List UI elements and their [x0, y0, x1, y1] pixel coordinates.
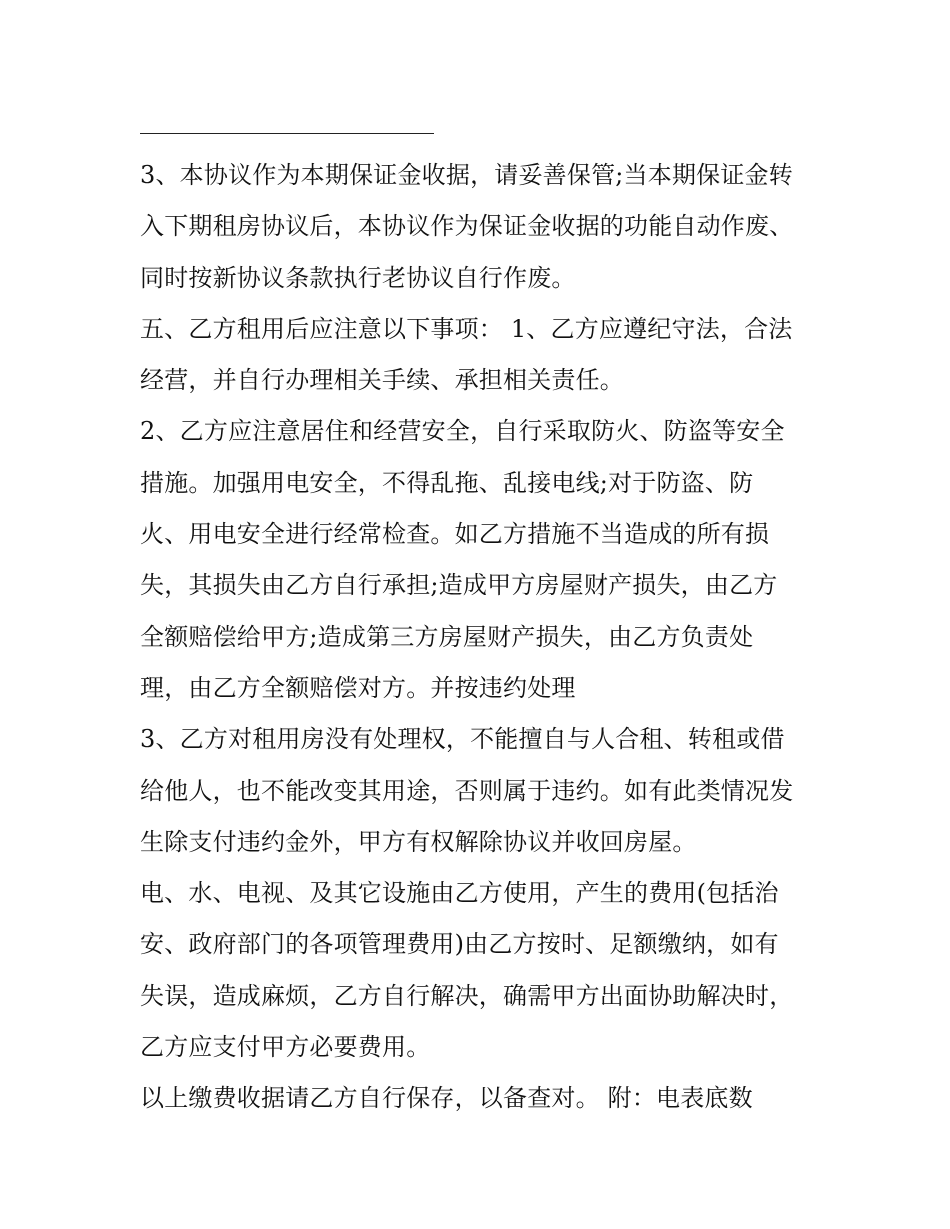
text-line: 同时按新协议条款执行老协议自行作废。 — [140, 263, 576, 292]
text-line: 乙方应支付甲方必要费用。 — [140, 1033, 431, 1062]
text-line: 措施。加强用电安全，不得乱拖、乱接电线;对于防盗、防 — [140, 468, 754, 497]
text-line: 2、乙方应注意居住和经营安全，自行采取防火、防盗等安全 — [140, 417, 785, 446]
text-line: 安、政府部门的各项管理费用)由乙方按时、足额缴纳，如有 — [140, 930, 779, 959]
horizontal-rule — [140, 133, 434, 134]
text-line: 失误，造成麻烦，乙方自行解决，确需甲方出面协助解决时， — [140, 981, 794, 1010]
text-line: 失，其损失由乙方自行承担;造成甲方房屋财产损失，由乙方 — [140, 571, 778, 600]
text-line: 给他人，也不能改变其用途，否则属于违约。如有此类情况发 — [140, 776, 794, 805]
text-line: 理，由乙方全额赔偿对方。并按违约处理 — [140, 673, 576, 702]
text-line: 以上缴费收据请乙方自行保存，以备查对。 附：电表底数 — [140, 1084, 753, 1113]
text-line: 火、用电安全进行经常检查。如乙方措施不当造成的所有损 — [140, 520, 770, 549]
text-line: 五、乙方租用后应注意以下事项： 1、乙方应遵纪守法，合法 — [140, 314, 793, 343]
text-line: 生除支付违约金外，甲方有权解除协议并收回房屋。 — [140, 827, 697, 856]
text-line: 全额赔偿给甲方;造成第三方房屋财产损失，由乙方负责处 — [140, 622, 754, 651]
text-line: 电、水、电视、及其它设施由乙方使用，产生的费用(包括治 — [140, 879, 779, 908]
text-line: 入下期租房协议后，本协议作为保证金收据的功能自动作废、 — [140, 212, 794, 241]
text-line: 3、本协议作为本期保证金收据，请妥善保管;当本期保证金转 — [140, 161, 793, 189]
text-line: 经营，并自行办理相关手续、承担相关责任。 — [140, 366, 624, 395]
document-body — [140, 150, 830, 1125]
text-line: 3、乙方对租用房没有处理权，不能擅自与人合租、转租或借 — [140, 725, 785, 754]
